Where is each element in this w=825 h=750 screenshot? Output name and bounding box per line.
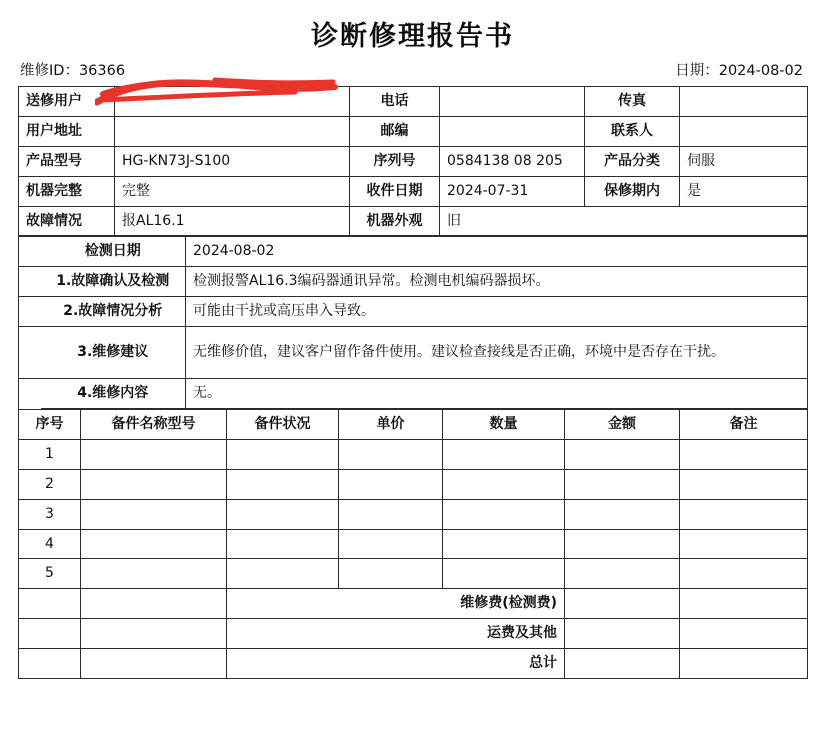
value-contact — [680, 116, 808, 146]
value-appearance: 旧 — [440, 206, 808, 236]
table-row — [19, 469, 808, 499]
label-under-warranty: 保修期内 — [585, 176, 680, 206]
cell-no: 2 — [19, 469, 81, 499]
label-repair-advice: 3.维修建议 — [41, 327, 186, 379]
cell-no: 5 — [19, 559, 81, 589]
meta-row — [0, 59, 825, 80]
table-row — [19, 379, 808, 409]
table-row — [19, 206, 808, 236]
table-row — [19, 439, 808, 469]
cell-unit-price — [339, 499, 443, 529]
page-title: 诊断修理报告书 — [311, 21, 514, 52]
parts-header-row — [19, 410, 808, 440]
value-product-model: HG-KN73J-S100 — [115, 146, 350, 176]
repair-id-label: 维修ID： — [20, 63, 79, 79]
diagnosis-gutter — [19, 379, 41, 409]
label-shipping-other: 运费及其他 — [227, 619, 565, 649]
diagnosis-gutter — [19, 267, 41, 297]
diagnosis-gutter — [19, 327, 41, 379]
table-row — [19, 176, 808, 206]
date-label: 日期： — [675, 63, 719, 79]
summary-blank — [81, 589, 227, 619]
cell-remark — [680, 529, 808, 559]
label-repair-fee: 维修费(检测费) — [227, 589, 565, 619]
table-row — [19, 327, 808, 379]
cell-unit-price — [339, 559, 443, 589]
header-part-condition: 备件状况 — [227, 410, 339, 440]
cell-part-condition — [227, 469, 339, 499]
header-unit-price: 单价 — [339, 410, 443, 440]
header-no: 序号 — [19, 410, 81, 440]
value-customer — [115, 87, 350, 117]
value-product-category: 伺服 — [680, 146, 808, 176]
value-postcode — [440, 116, 585, 146]
value-phone — [440, 87, 585, 117]
label-fault-status: 故障情况 — [19, 206, 115, 236]
table-row — [19, 297, 808, 327]
repair-id — [20, 59, 125, 80]
label-phone: 电话 — [350, 87, 440, 117]
cell-no: 1 — [19, 439, 81, 469]
table-row — [19, 116, 808, 146]
cell-quantity — [443, 439, 565, 469]
value-total — [565, 649, 680, 679]
report-page — [0, 14, 825, 750]
label-fault-confirm: 1.故障确认及检测 — [41, 267, 186, 297]
label-product-category: 产品分类 — [585, 146, 680, 176]
cell-remark — [680, 469, 808, 499]
cell-no: 3 — [19, 499, 81, 529]
cell-part-name — [81, 439, 227, 469]
summary-row-total — [19, 649, 808, 679]
label-fault-analysis: 2.故障情况分析 — [41, 297, 186, 327]
label-serial-number: 序列号 — [350, 146, 440, 176]
summary-blank — [19, 589, 81, 619]
table-row — [19, 146, 808, 176]
cell-part-name — [81, 469, 227, 499]
table-row — [19, 529, 808, 559]
header-remark: 备注 — [680, 410, 808, 440]
summary-blank — [19, 649, 81, 679]
label-machine-complete: 机器完整 — [19, 176, 115, 206]
header-quantity: 数量 — [443, 410, 565, 440]
cell-part-condition — [227, 439, 339, 469]
report-date — [675, 59, 803, 80]
cell-no: 4 — [19, 529, 81, 559]
cell-part-condition — [227, 529, 339, 559]
value-fax — [680, 87, 808, 117]
cell-part-name — [81, 499, 227, 529]
cell-amount — [565, 559, 680, 589]
value-repair-advice: 无维修价值，建议客户留作备件使用。建议检查接线是否正确，环境中是否存在干扰。 — [186, 327, 808, 379]
parts-table — [18, 409, 808, 679]
cell-amount — [565, 439, 680, 469]
cell-quantity — [443, 499, 565, 529]
cell-part-name — [81, 559, 227, 589]
cell-quantity — [443, 469, 565, 499]
label-receive-date: 收件日期 — [350, 176, 440, 206]
cell-amount — [565, 469, 680, 499]
summary-blank — [81, 649, 227, 679]
label-product-model: 产品型号 — [19, 146, 115, 176]
cell-amount — [565, 499, 680, 529]
header-part-name: 备件名称型号 — [81, 410, 227, 440]
value-fault-confirm: 检测报警AL16.3编码器通讯异常。检测电机编码器损坏。 — [186, 267, 808, 297]
value-serial-number: 0584138 08 205 — [440, 146, 585, 176]
cell-quantity — [443, 529, 565, 559]
value-machine-complete: 完整 — [115, 176, 350, 206]
table-row — [19, 267, 808, 297]
label-inspection-date: 检测日期 — [41, 237, 186, 267]
label-postcode: 邮编 — [350, 116, 440, 146]
summary-blank — [19, 619, 81, 649]
table-row — [19, 559, 808, 589]
cell-unit-price — [339, 469, 443, 499]
label-repair-content: 4.维修内容 — [41, 379, 186, 409]
label-address: 用户地址 — [19, 116, 115, 146]
value-repair-fee — [565, 589, 680, 619]
table-row — [19, 237, 808, 267]
value-receive-date: 2024-07-31 — [440, 176, 585, 206]
customer-info-table — [18, 86, 808, 236]
cell-part-condition — [227, 559, 339, 589]
summary-blank — [680, 589, 808, 619]
cell-unit-price — [339, 439, 443, 469]
cell-remark — [680, 439, 808, 469]
cell-unit-price — [339, 529, 443, 559]
summary-row-shipping — [19, 619, 808, 649]
label-appearance: 机器外观 — [350, 206, 440, 236]
summary-row-repair-fee — [19, 589, 808, 619]
cell-remark — [680, 499, 808, 529]
date-value: 2024-08-02 — [718, 63, 803, 79]
label-total: 总计 — [227, 649, 565, 679]
label-customer: 送修用户 — [19, 87, 115, 117]
table-row — [19, 499, 808, 529]
value-address — [115, 116, 350, 146]
value-fault-analysis: 可能由干扰或高压串入导致。 — [186, 297, 808, 327]
diagnosis-gutter — [19, 297, 41, 327]
cell-remark — [680, 559, 808, 589]
value-repair-content: 无。 — [186, 379, 808, 409]
diagnosis-gutter — [19, 237, 41, 267]
header-amount: 金额 — [565, 410, 680, 440]
summary-blank — [680, 649, 808, 679]
diagnosis-table — [18, 236, 808, 409]
label-fax: 传真 — [585, 87, 680, 117]
cell-quantity — [443, 559, 565, 589]
cell-part-condition — [227, 499, 339, 529]
value-inspection-date: 2024-08-02 — [186, 237, 808, 267]
value-under-warranty: 是 — [680, 176, 808, 206]
label-contact: 联系人 — [585, 116, 680, 146]
table-row — [19, 87, 808, 117]
repair-id-value: 36366 — [78, 63, 126, 79]
cell-amount — [565, 529, 680, 559]
value-fault-status: 报AL16.1 — [115, 206, 350, 236]
value-shipping-other — [565, 619, 680, 649]
summary-blank — [680, 619, 808, 649]
cell-part-name — [81, 529, 227, 559]
summary-blank — [81, 619, 227, 649]
